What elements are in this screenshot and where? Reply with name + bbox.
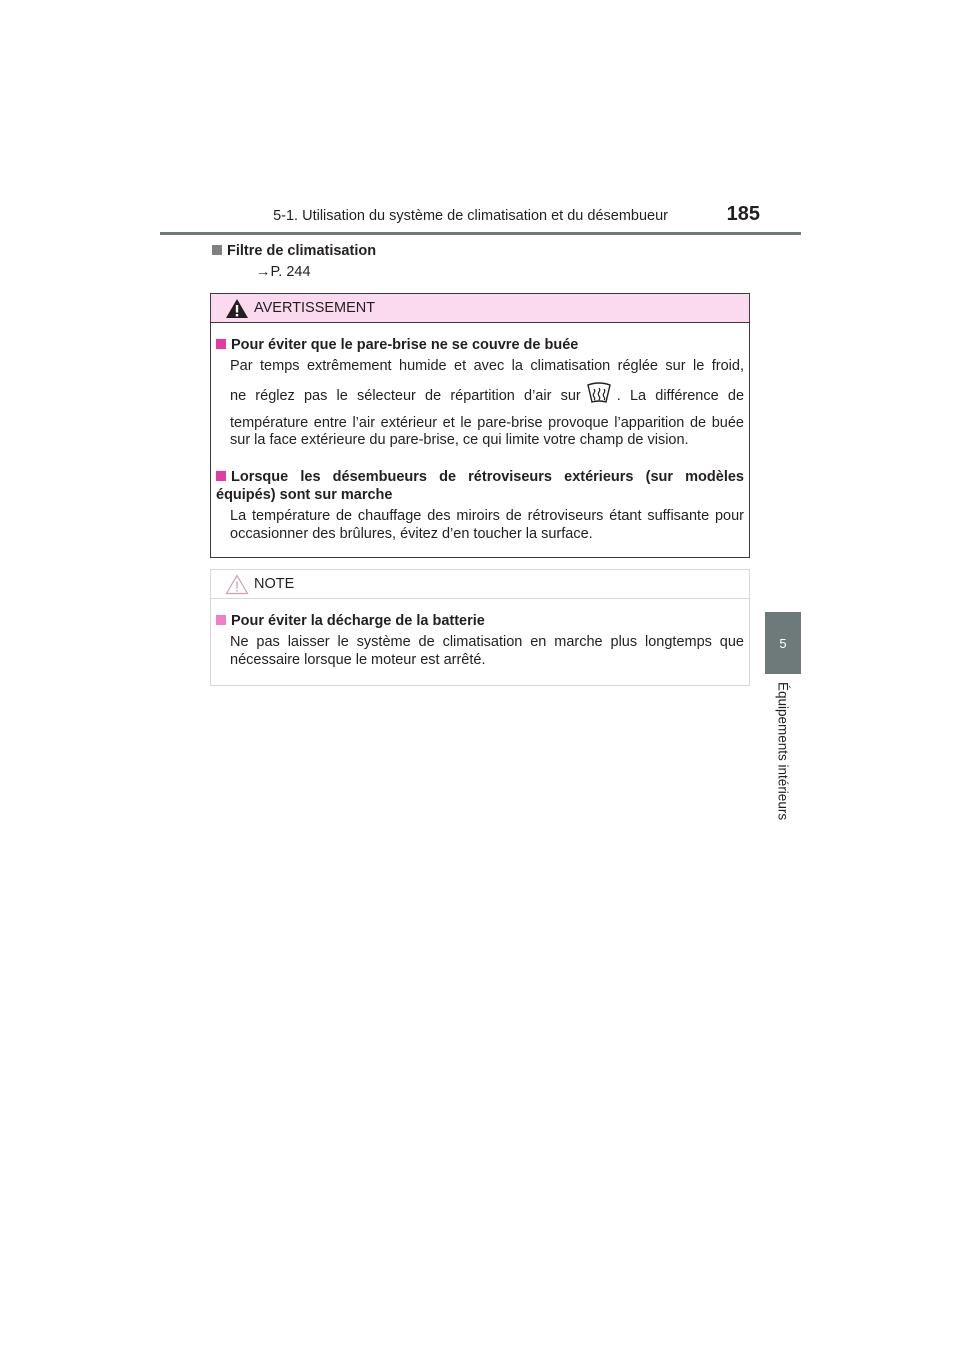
note-box bbox=[210, 569, 750, 686]
note-item bbox=[216, 612, 744, 669]
square-bullet-icon bbox=[216, 471, 226, 481]
chapter-title-text: Équipements intérieurs bbox=[775, 682, 791, 821]
section-heading-text: Filtre de climatisation bbox=[227, 243, 377, 259]
warning-item bbox=[216, 336, 744, 450]
square-bullet-icon bbox=[216, 339, 226, 349]
note-label: NOTE bbox=[254, 576, 295, 592]
running-header: 5-1. Utilisation du système de climatisation et du désembueur bbox=[273, 208, 668, 224]
chapter-tab bbox=[765, 612, 801, 674]
warning-label: AVERTISSEMENT bbox=[254, 300, 376, 316]
section-heading bbox=[212, 243, 376, 259]
warning-item-body: Par temps extrêmement humide et avec la climatisation réglée sur le froid, ne réglez pas le sélecteur de répartition d’air sur . La différence de température entre l’air extérieur et le pare-brise provoque l’apparition de buée sur la face extérieure du pare-brise, ce qui limite votre champ de vision. bbox=[230, 358, 745, 448]
warning-item-body: La température de chauffage des miroirs de rétroviseurs étant suffisante pour occasionner des brûlures, évitez d’en toucher la surface. bbox=[230, 508, 744, 542]
note-header bbox=[211, 570, 749, 599]
page-reference: →P. 244 bbox=[256, 264, 311, 280]
note-item-body: Ne pas laisser le système de climatisation en marche plus longtemps que nécessaire lorsque le moteur est arrêté. bbox=[230, 634, 744, 668]
page-number: 185 bbox=[726, 203, 760, 225]
header-divider bbox=[160, 232, 801, 235]
warning-item-title: Lorsque les désembueurs de rétroviseurs extérieurs (sur modèles équipés) sont sur marche bbox=[216, 469, 744, 503]
square-bullet-icon bbox=[216, 615, 226, 625]
caution-triangle-outline-icon bbox=[225, 574, 249, 595]
square-bullet-icon bbox=[212, 245, 222, 255]
warning-box bbox=[210, 293, 750, 558]
warning-triangle-icon bbox=[225, 298, 249, 319]
chapter-number: 5 bbox=[779, 635, 787, 651]
windshield-defroster-icon bbox=[585, 382, 613, 406]
chapter-title bbox=[753, 682, 813, 832]
warning-item bbox=[216, 468, 744, 543]
warning-header bbox=[211, 294, 749, 323]
note-item-title: Pour éviter la décharge de la batterie bbox=[231, 613, 485, 629]
warning-item-title: Pour éviter que le pare-brise ne se couvre de buée bbox=[231, 337, 579, 353]
